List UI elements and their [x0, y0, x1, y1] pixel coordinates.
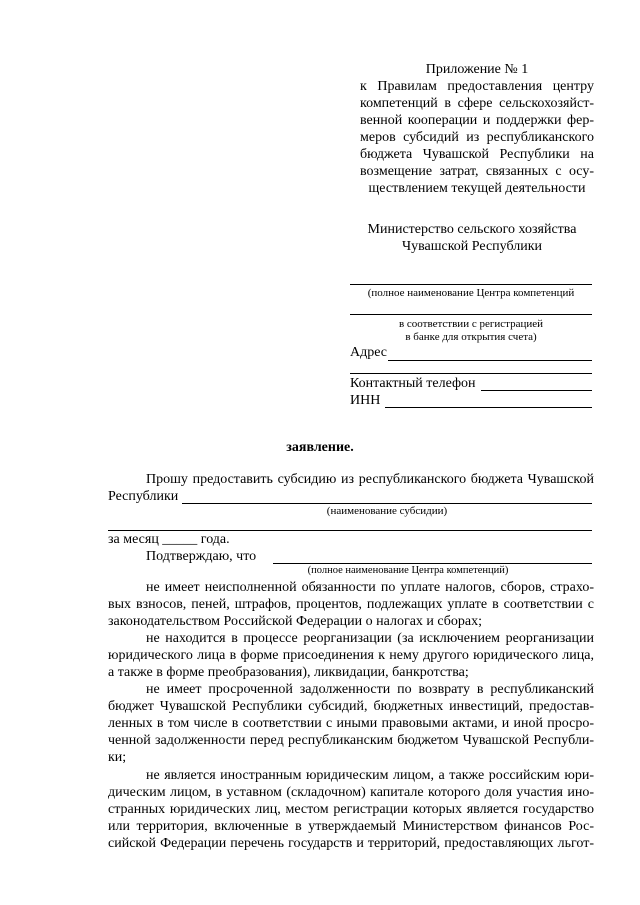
address-field[interactable]: [388, 360, 592, 361]
subsidy-hint: (наименование субсидии): [326, 505, 448, 517]
document-heading: заявление.: [286, 440, 354, 455]
p3-line-4: ченной задолженности перед республиканским бюджетом Чувашской Республи-: [108, 733, 594, 748]
inn-field[interactable]: [385, 407, 592, 408]
phone-label: Контактный телефон: [350, 376, 476, 391]
appendix-line-5: бюджета Чувашской Республики на: [360, 147, 594, 162]
subsidy-field[interactable]: [182, 503, 592, 504]
bank-hint-2: в банке для открытия счета): [405, 331, 537, 343]
p2-line-1: не находится в процессе реорганизации (за исключением реорганизации: [146, 631, 594, 646]
p3-line-5: ки;: [108, 750, 127, 765]
p4-line-3: странных юридических лиц, местом регистрации которых является государство: [108, 802, 594, 817]
addressee-line-2: Чувашской Республики: [401, 239, 543, 254]
bank-hint-1: в соответствии с регистрацией: [398, 318, 543, 330]
request-line-1: Прошу предоставить субсидию из республиканского бюджета Чувашской: [146, 472, 594, 487]
phone-field[interactable]: [481, 390, 592, 391]
request-line-2: Республики: [108, 489, 179, 504]
p3-line-2: бюджет Чувашской Республики субсидий, бюджетных инвестиций, предостав-: [108, 699, 594, 714]
appendix-title: Приложение № 1: [425, 62, 529, 77]
address-field-2[interactable]: [350, 373, 592, 374]
center-hint: (полное наименование Центра компетенций): [307, 565, 509, 576]
confirm-label: Подтверждаю, что: [146, 549, 257, 564]
p1-line-3: законодательством Российской Федерации о налогах и сборах;: [108, 614, 483, 629]
p2-line-2: юридического лица в форме присоединения к нему другого юридического лица,: [108, 648, 594, 663]
addressee-line-1: Министерство сельского хозяйства: [367, 222, 577, 237]
p4-line-2: дическим лицом, в уставном (складочном) капитале которого доля участия ино-: [108, 785, 594, 800]
full-name-line: [350, 284, 592, 285]
appendix-line-2: компетенций в сфере сельскохозяйст-: [360, 96, 594, 111]
appendix-line-1: к Правилам предоставления центру: [360, 79, 594, 94]
full-name-hint: (полное наименование Центра компетенций: [367, 287, 575, 299]
appendix-line-3: венной кооперации и поддержки фер-: [360, 113, 594, 128]
p3-line-3: ленных в том числе в соответствии с иными правовыми актами, и иной просро-: [108, 716, 594, 731]
p3-line-1: не имеет просроченной задолженности по возврату в республиканский: [146, 682, 594, 697]
month-text: за месяц _____ года.: [108, 532, 230, 547]
appendix-line-6: возмещение затрат, связанных с осу-: [360, 164, 594, 179]
bank-line: [350, 314, 592, 315]
inn-label: ИНН: [350, 393, 381, 408]
p4-line-5: сийской Федерации перечень государств и территорий, предоставляющих льгот-: [108, 836, 594, 851]
p1-line-1: не имеет неисполненной обязанности по уплате налогов, сборов, страхо-: [146, 580, 594, 595]
address-label: Адрес: [350, 345, 388, 360]
p4-line-1: не является иностранным юридическим лицом, а также российским юри-: [146, 768, 594, 783]
p4-line-4: или территория, включенные в утверждаемый Министерством финансов Рос-: [108, 819, 594, 834]
center-name-field[interactable]: [273, 563, 592, 564]
p2-line-3: а также в форме преобразования), ликвидации, банкротства;: [108, 665, 469, 680]
appendix-line-4: меров субсидий из республиканского: [360, 130, 594, 145]
subsidy-field-2[interactable]: [108, 530, 592, 531]
appendix-line-7: ществлением текущей деятельности: [368, 181, 586, 196]
p1-line-2: вых взносов, пеней, штрафов, процентов, подлежащих уплате в соответствии с: [108, 597, 594, 612]
